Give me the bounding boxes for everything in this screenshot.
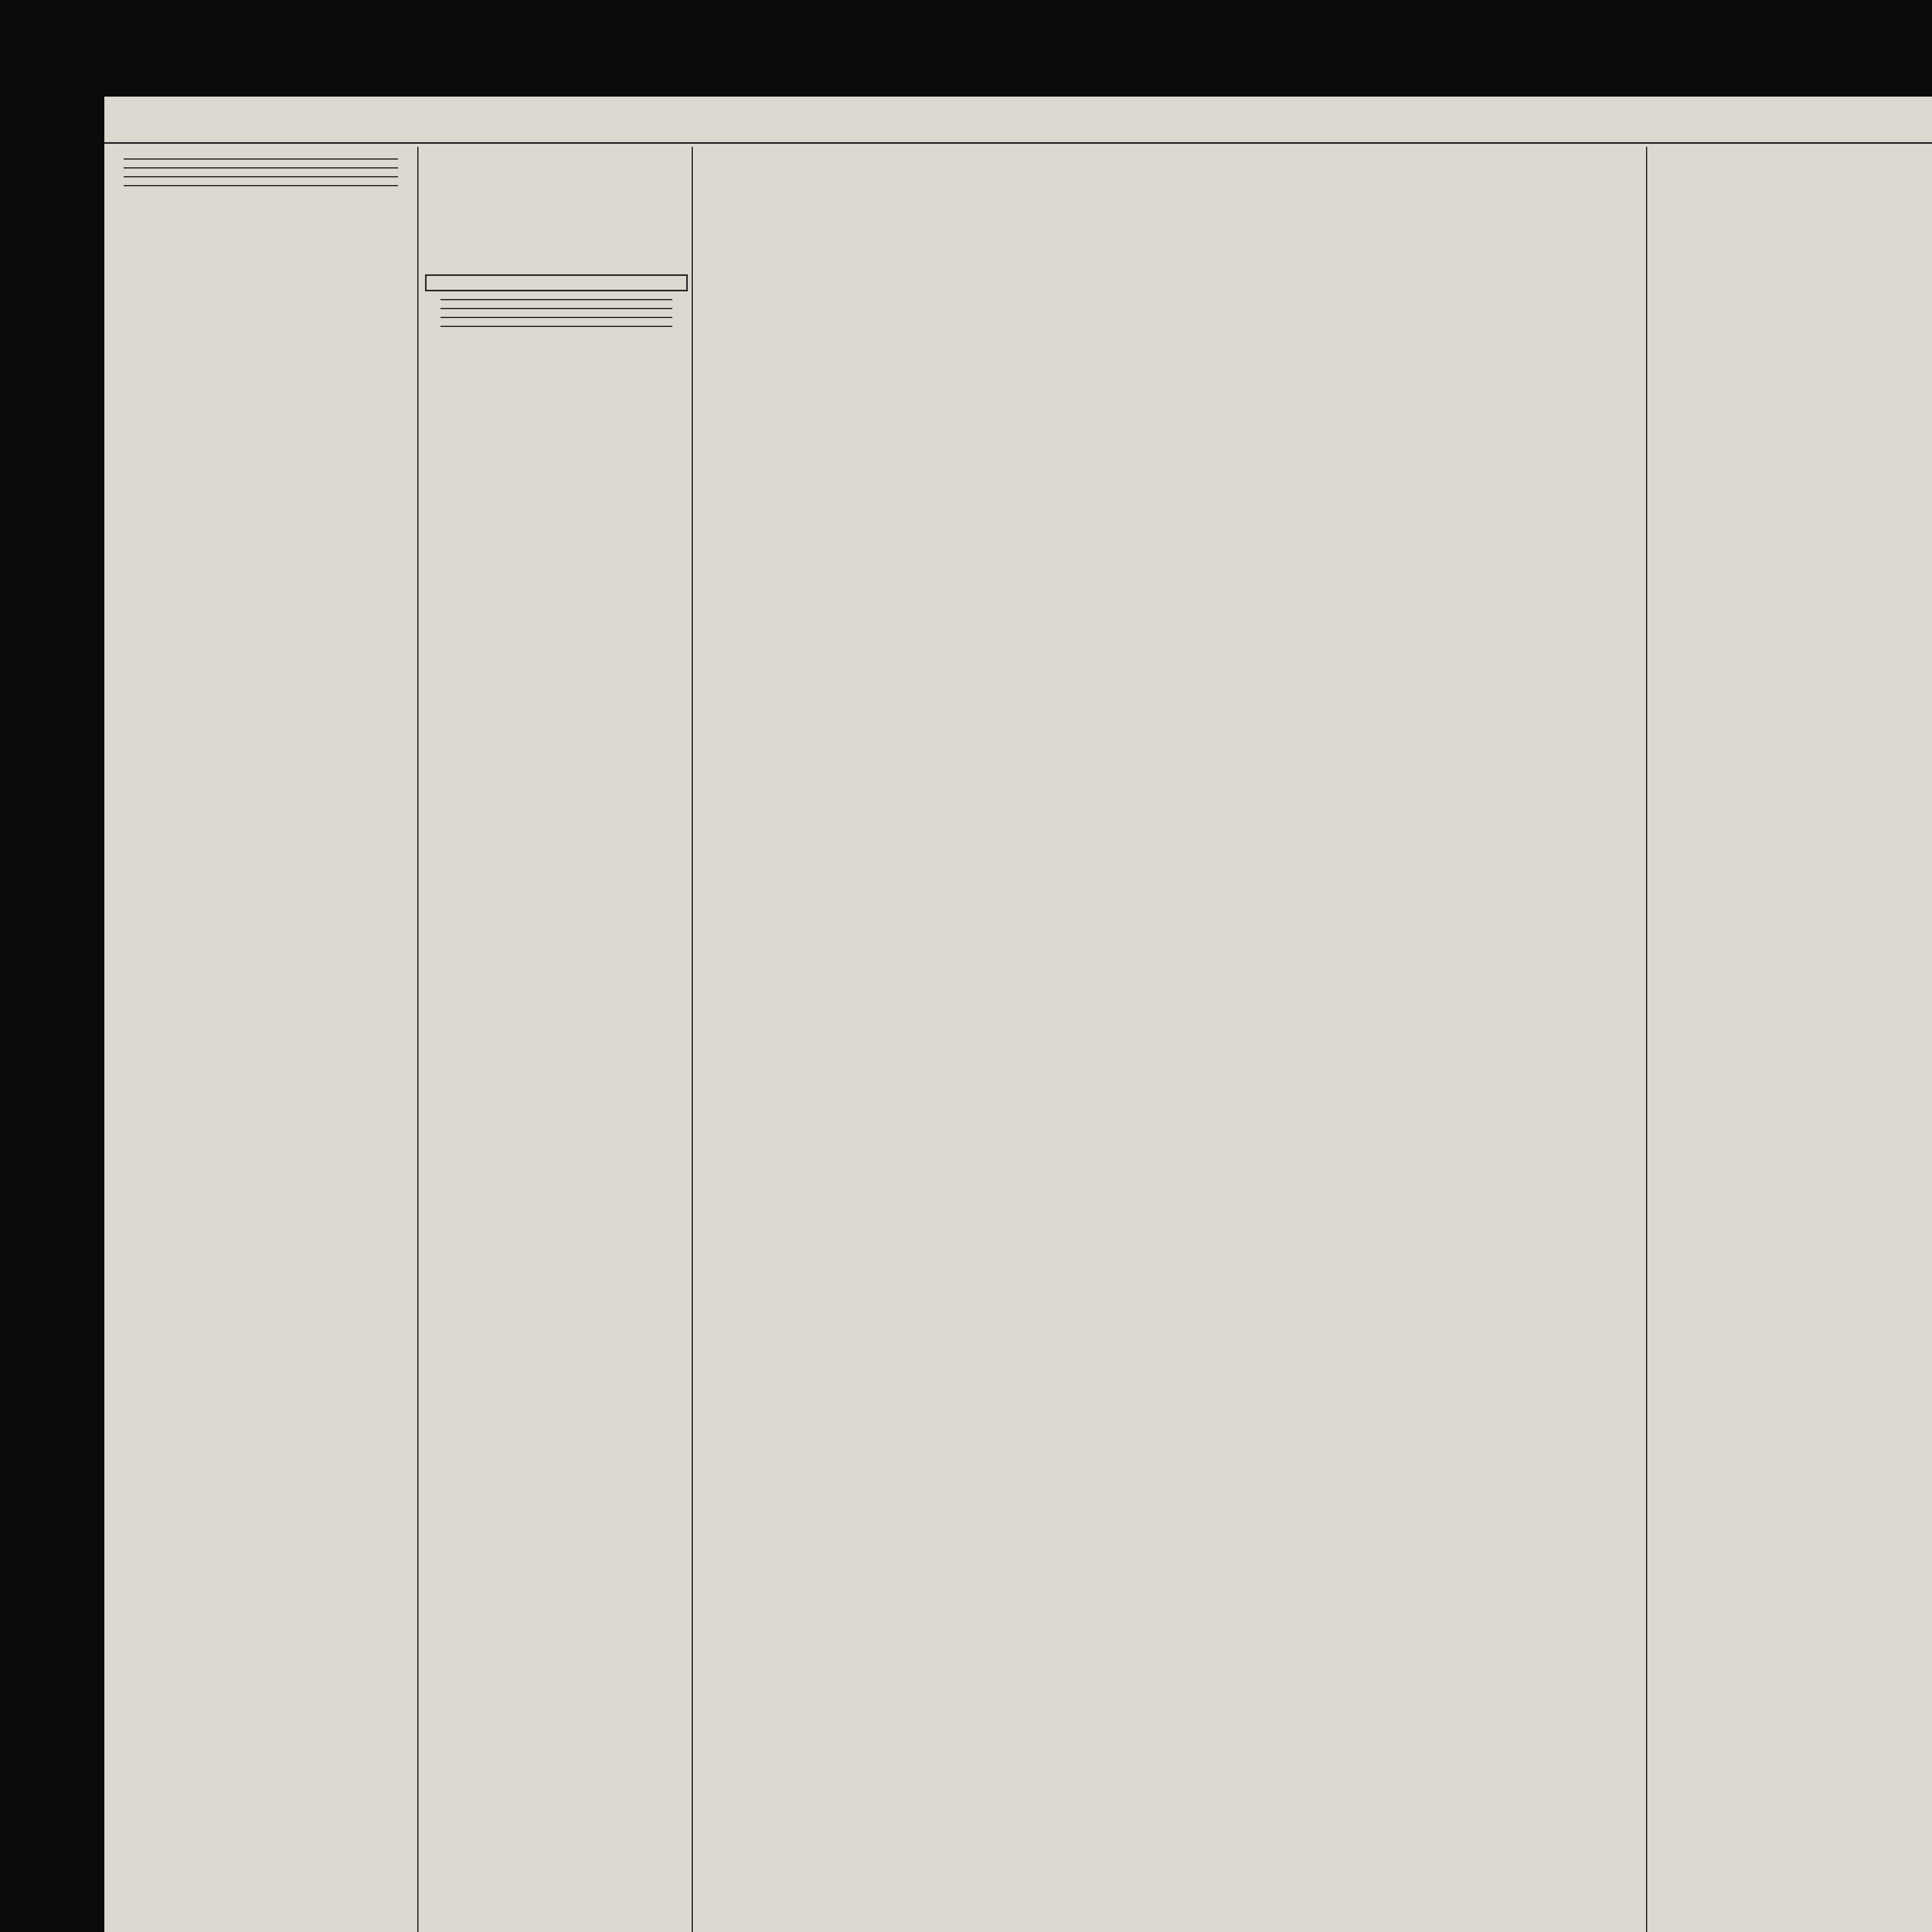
article-rooster (425, 274, 688, 291)
divider (440, 308, 672, 309)
column-divider (692, 147, 693, 1932)
divider (124, 176, 398, 177)
column-1 (108, 151, 413, 1932)
divider (440, 299, 672, 300)
divider (124, 158, 398, 160)
column-divider (417, 147, 418, 1932)
masthead-rule (104, 142, 1932, 144)
divider (124, 185, 398, 186)
divider (124, 167, 398, 168)
divider (440, 326, 672, 327)
column-2 (425, 270, 688, 1932)
newspaper-page (104, 97, 1932, 1932)
divider (440, 317, 672, 318)
spacer-2 (697, 151, 802, 155)
masthead (104, 97, 1932, 143)
column-divider (1646, 147, 1647, 1932)
